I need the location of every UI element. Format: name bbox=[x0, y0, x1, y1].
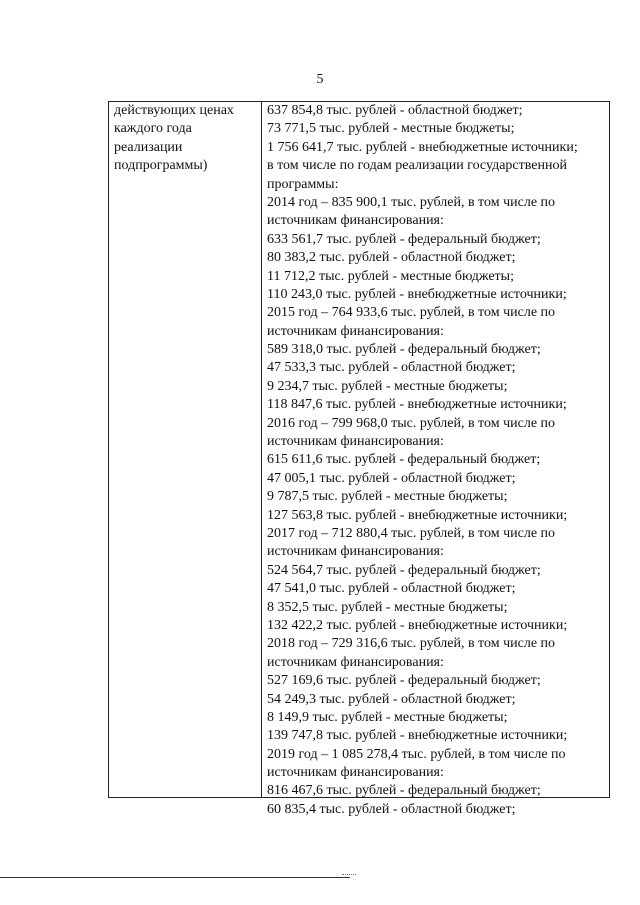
funding-line: 47 541,0 тыс. рублей - областной бюджет; bbox=[267, 581, 516, 597]
funding-line: 637 854,8 тыс. рублей - областной бюджет; bbox=[267, 103, 523, 118]
funding-line: 54 249,3 тыс. рублей - областной бюджет; bbox=[267, 691, 516, 707]
funding-line: источникам финансирования: bbox=[267, 434, 444, 450]
funding-line: 615 611,6 тыс. рублей - федеральный бюджет; bbox=[267, 452, 541, 468]
funding-line: 60 835,4 тыс. рублей - областной бюджет; bbox=[267, 801, 516, 817]
column-divider bbox=[261, 102, 262, 797]
funding-line: 2018 год – 729 316,6 тыс. рублей, в том числе по bbox=[267, 636, 556, 652]
funding-line: 80 383,2 тыс. рублей - областной бюджет; bbox=[267, 250, 516, 266]
funding-line: программы: bbox=[267, 176, 339, 192]
funding-line: источникам финансирования: bbox=[267, 765, 444, 781]
label-line: реализации bbox=[114, 139, 183, 155]
funding-line: в том числе по годам реализации государственной bbox=[267, 158, 567, 174]
funding-line: 8 149,9 тыс. рублей - местные бюджеты; bbox=[267, 709, 508, 725]
funding-line: 816 467,6 тыс. рублей - федеральный бюджет; bbox=[267, 783, 541, 799]
funding-line: 139 747,8 тыс. рублей - внебюджетные источники; bbox=[267, 728, 568, 744]
funding-line: 47 005,1 тыс. рублей - областной бюджет; bbox=[267, 470, 516, 486]
funding-line: источникам финансирования: bbox=[267, 213, 444, 229]
funding-line: источникам финансирования: bbox=[267, 323, 444, 339]
funding-line: 2017 год – 712 880,4 тыс. рублей, в том числе по bbox=[267, 525, 556, 541]
table-cell-label bbox=[114, 102, 259, 176]
funding-line: 633 561,7 тыс. рублей - федеральный бюджет; bbox=[267, 231, 541, 247]
funding-line: 9 787,5 тыс. рублей - местные бюджеты; bbox=[267, 489, 508, 505]
table-cell-funding bbox=[267, 102, 609, 819]
funding-line: источникам финансирования: bbox=[267, 544, 444, 560]
funding-line: 47 533,3 тыс. рублей - областной бюджет; bbox=[267, 360, 516, 376]
label-line: действующих ценах bbox=[114, 103, 234, 118]
funding-line: 527 169,6 тыс. рублей - федеральный бюджет; bbox=[267, 673, 541, 689]
funding-line: 2019 год – 1 085 278,4 тыс. рублей, в том числе по bbox=[267, 746, 566, 762]
label-line: подпрограммы) bbox=[114, 158, 208, 174]
funding-line: 2016 год – 799 968,0 тыс. рублей, в том числе по bbox=[267, 415, 556, 431]
funding-table bbox=[108, 101, 610, 817]
funding-line: 9 234,7 тыс. рублей - местные бюджеты; bbox=[267, 378, 508, 394]
funding-line: 110 243,0 тыс. рублей - внебюджетные источники; bbox=[267, 286, 567, 302]
footer-mark bbox=[342, 874, 356, 875]
funding-line: 589 318,0 тыс. рублей - федеральный бюджет; bbox=[267, 342, 541, 358]
funding-line: 11 712,2 тыс. рублей - местные бюджеты; bbox=[267, 268, 514, 284]
funding-line: 73 771,5 тыс. рублей - местные бюджеты; bbox=[267, 121, 515, 137]
funding-line: 2015 год – 764 933,6 тыс. рублей, в том числе по bbox=[267, 305, 556, 321]
page-number: 5 bbox=[316, 72, 324, 87]
label-line: каждого года bbox=[114, 121, 192, 137]
footer-rule bbox=[0, 877, 350, 878]
funding-line: 132 422,2 тыс. рублей - внебюджетные источники; bbox=[267, 617, 568, 633]
funding-line: 524 564,7 тыс. рублей - федеральный бюджет; bbox=[267, 562, 541, 578]
funding-line: 2014 год – 835 900,1 тыс. рублей, в том числе по bbox=[267, 194, 556, 210]
funding-line: источникам финансирования: bbox=[267, 654, 444, 670]
funding-line: 127 563,8 тыс. рублей - внебюджетные источники; bbox=[267, 507, 568, 523]
funding-line: 118 847,6 тыс. рублей - внебюджетные источники; bbox=[267, 397, 567, 413]
funding-line: 1 756 641,7 тыс. рублей - внебюджетные источники; bbox=[267, 139, 578, 155]
funding-line: 8 352,5 тыс. рублей - местные бюджеты; bbox=[267, 599, 508, 615]
